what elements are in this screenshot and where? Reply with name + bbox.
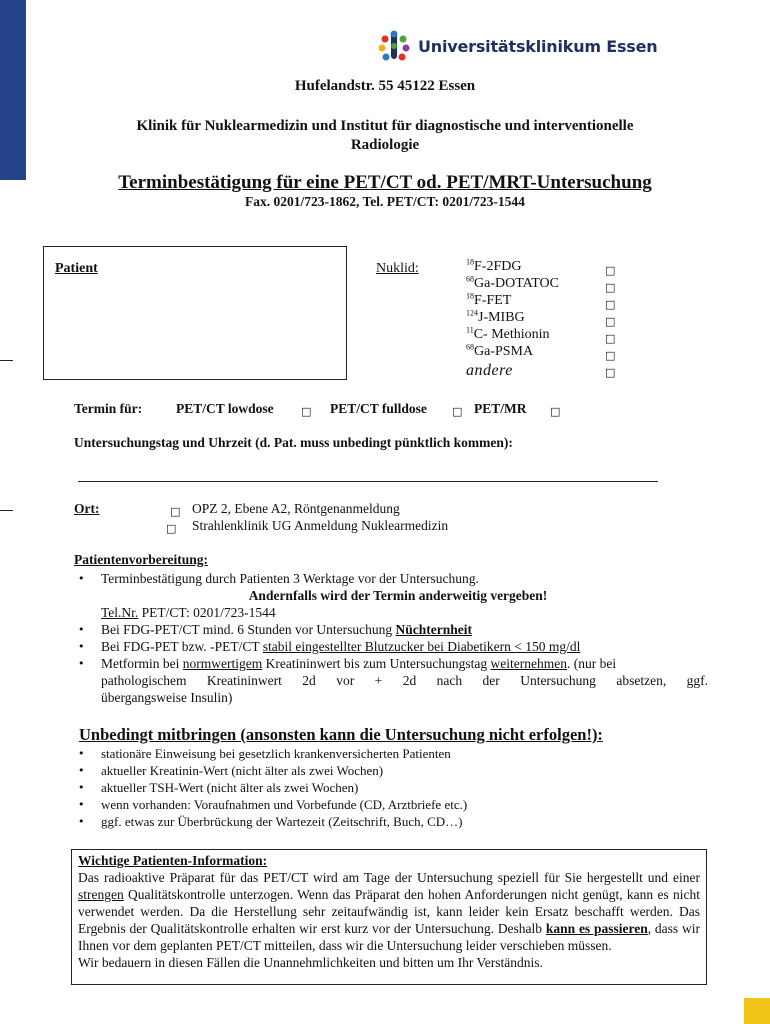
checkbox-mibg[interactable]: □ bbox=[605, 315, 616, 328]
checkbox-strahlenklinik[interactable]: □ bbox=[166, 522, 177, 535]
fold-mark bbox=[0, 510, 13, 511]
list-item: • ggf. etwas zur Überbrückung der Wartezeit (Zeitschrift, Buch, CD…) bbox=[78, 814, 463, 829]
nuklid-option: $^{68}$Ga-DOTATOC bbox=[466, 274, 559, 291]
list-item: • wenn vorhanden: Voraufnahmen und Vorbefunde (CD, Arztbriefe etc.) bbox=[78, 797, 468, 812]
corner-accent bbox=[744, 998, 770, 1024]
checkbox-methionin[interactable]: □ bbox=[605, 332, 616, 345]
ue-flower-logo-icon bbox=[376, 30, 412, 62]
checkbox-opz2[interactable]: □ bbox=[170, 505, 181, 518]
info-heading: Wichtige Patienten-Information: bbox=[78, 853, 268, 868]
checkbox-lowdose[interactable]: □ bbox=[301, 405, 312, 418]
patient-label: Patient bbox=[55, 261, 98, 276]
clinic-name-line1: Klinik für Nuklearmedizin und Institut für diagnostische und interventionelle bbox=[136, 118, 634, 134]
nuklid-option: $^{11}$C- Methionin bbox=[466, 325, 550, 342]
fold-mark bbox=[0, 360, 13, 361]
termin-option-petmr: PET/MR bbox=[474, 401, 527, 416]
untersuchungstag-label: Untersuchungstag und Uhrzeit (d. Pat. muss unbedingt pünktlich kommen): bbox=[74, 435, 513, 450]
checkbox-fulldose[interactable]: □ bbox=[452, 405, 463, 418]
phone-line: Tel.Nr. PET/CT: 0201/723-1544 bbox=[101, 605, 276, 620]
date-time-input-line[interactable] bbox=[78, 481, 658, 482]
vorbereitung-list bbox=[74, 570, 708, 706]
page-title: Terminbestätigung für eine PET/CT od. PET/MRT-Untersuchung bbox=[118, 172, 652, 193]
mitbringen-list bbox=[74, 745, 708, 830]
ort-option-opz2: OPZ 2, Ebene A2, Röntgenanmeldung bbox=[192, 501, 400, 516]
checkbox-petmr[interactable]: □ bbox=[550, 405, 561, 418]
checkbox-psma[interactable]: □ bbox=[605, 349, 616, 362]
list-item: • Bei FDG-PET/CT mind. 6 Stunden vor Untersuchung Nüchternheit bbox=[78, 622, 472, 637]
nuklid-option-other: andere bbox=[466, 362, 513, 379]
list-item: • Terminbestätigung durch Patienten 3 Werktage vor der Untersuchung. bbox=[78, 571, 479, 586]
nuklid-option: $^{68}$Ga-PSMA bbox=[466, 342, 534, 359]
vorbereitung-heading: Patientenvorbereitung: bbox=[74, 552, 208, 567]
list-item: • stationäre Einweisung bei gesetzlich krankenversicherten Patienten bbox=[78, 746, 451, 761]
address: Hufelandstr. 55 45122 Essen bbox=[294, 78, 476, 94]
ort-label: Ort: bbox=[74, 501, 100, 516]
clinic-name-line2: Radiologie bbox=[350, 137, 420, 153]
termin-option-lowdose: PET/CT lowdose bbox=[176, 401, 274, 416]
checkbox-andere[interactable]: □ bbox=[605, 366, 616, 379]
info-paragraph: Das radioaktive Präparat für das PET/CT wird am Tage der Untersuchung speziell für Sie hergestellt und einer strengen Qualitätskontrolle unterzogen. Wenn das Präparat den hohen Anforderungen nicht genügt, kann es nicht verwendet werden. Da die Herstellung sehr zeitaufwändig ist, kann leider kein Ersatz beschafft werden. Das Ergebnis der Qualitätskontrolle erhalten wir erst kurz vor der Untersuchung. Deshalb kann es passieren, dass wir Ihnen vor dem geplanten PET/CT mitteilen, dass wir die Untersuchung leider verschieben müssen. bbox=[78, 870, 700, 953]
warning-text: Andernfalls wird der Termin anderweitig vergeben! bbox=[248, 588, 548, 603]
patient-info-box bbox=[71, 849, 707, 985]
list-item-continuation: pathologischem Kreatininwert 2d vor + 2d nach der Untersuchung absetzen, ggf. bbox=[101, 673, 708, 688]
nuklid-option: $^{18}$F-FET bbox=[466, 291, 512, 308]
list-item-continuation: übergangsweise Insulin) bbox=[101, 690, 233, 705]
info-closing: Wir bedauern in diesen Fällen die Unannehmlichkeiten und bitten um Ihr Verständnis. bbox=[78, 955, 543, 970]
termin-option-fulldose: PET/CT fulldose bbox=[330, 401, 427, 416]
checkbox-dotatoc[interactable]: □ bbox=[605, 281, 616, 294]
nuklid-option: $^{124}$J-MIBG bbox=[466, 308, 525, 325]
termin-label: Termin für: bbox=[74, 401, 143, 416]
checkbox-fdg[interactable]: □ bbox=[605, 264, 616, 277]
nuklid-option: $^{18}$F-2FDG bbox=[466, 257, 522, 274]
list-item: • Bei FDG-PET bzw. -PET/CT stabil eingestellter Blutzucker bei Diabetikern < 150 mg/dl bbox=[78, 639, 581, 654]
contact-line: Fax. 0201/723-1862, Tel. PET/CT: 0201/723-1544 bbox=[245, 194, 525, 209]
checkbox-fet[interactable]: □ bbox=[605, 298, 616, 311]
mitbringen-heading: Unbedingt mitbringen (ansonsten kann die Untersuchung nicht erfolgen!): bbox=[79, 725, 603, 744]
logo-text: Universitätsklinikum Essen bbox=[418, 36, 658, 56]
list-item: • aktueller Kreatinin-Wert (nicht älter als zwei Wochen) bbox=[78, 763, 384, 778]
ort-option-strahlenklinik: Strahlenklinik UG Anmeldung Nuklearmedizin bbox=[192, 518, 449, 533]
list-item: • aktueller TSH-Wert (nicht älter als zwei Wochen) bbox=[78, 780, 359, 795]
list-item: • Metformin bei normwertigem Kreatininwert bis zum Untersuchungstag weiternehmen. (nur bei bbox=[78, 656, 617, 671]
nuklid-label: Nuklid: bbox=[376, 261, 419, 276]
clinic-logo bbox=[376, 30, 657, 62]
